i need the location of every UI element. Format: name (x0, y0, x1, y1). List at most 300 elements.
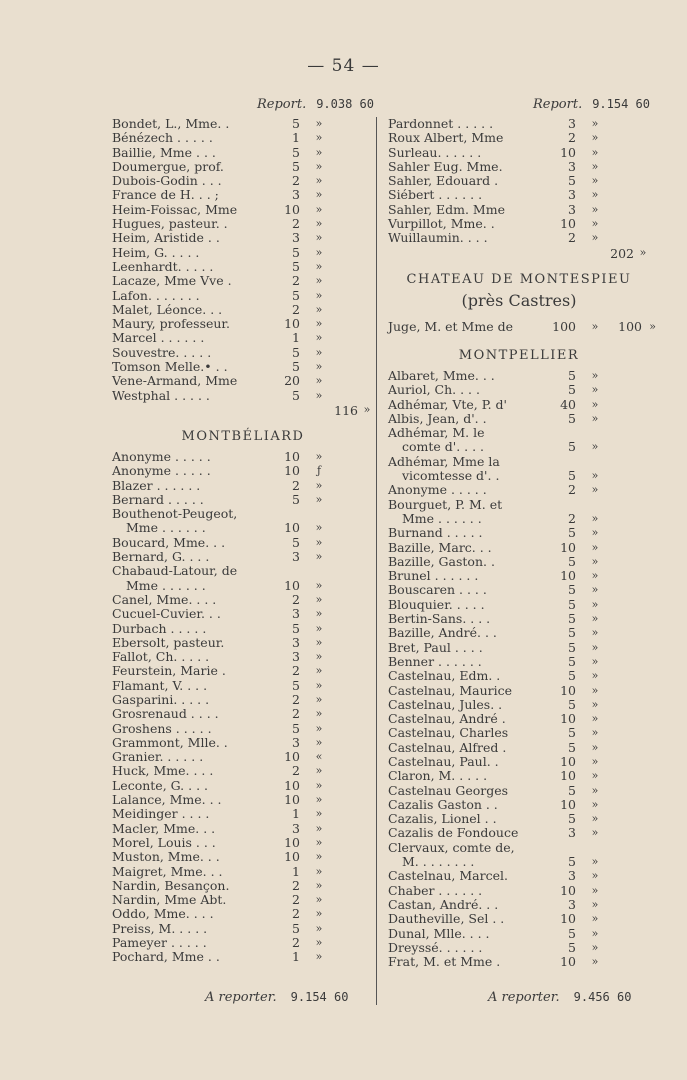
donor-amount: 10 (560, 711, 576, 727)
donor-amount: 2 (292, 691, 300, 707)
donor-name: Adhémar, Vte, P. d' (388, 396, 507, 412)
donor-amount: 5 (568, 725, 576, 741)
donor-mark: » (315, 950, 323, 964)
donor-amount: 5 (568, 525, 576, 541)
donor-name: Feurstein, Marie . (112, 663, 226, 679)
donor-name: Dubois-Godin . . . (112, 173, 222, 189)
donor-mark: » (591, 640, 599, 654)
donor-row (388, 698, 650, 712)
donor-amount: 5 (292, 491, 300, 507)
subtotal (112, 403, 374, 419)
donor-mark: » (315, 807, 323, 821)
donor-mark: » (315, 578, 323, 592)
donor-name: comte d'. . . . (402, 439, 485, 455)
donor-row (388, 941, 650, 955)
donor-amount: 5 (568, 782, 576, 798)
donor-name: Chaber . . . . . . (388, 882, 483, 898)
donor-amount: 5 (292, 144, 300, 160)
donor-amount: 2 (292, 173, 300, 189)
donor-row (112, 521, 374, 535)
donor-name: Castelnau, Maurice (388, 682, 513, 698)
donor-amount: 2 (568, 130, 576, 146)
donor-name: Claron, M. . . . . (388, 768, 488, 784)
donor-mark: » (591, 231, 599, 245)
donor-mark: » (591, 483, 599, 497)
donor-row (388, 826, 650, 840)
donor-amount: 5 (568, 696, 576, 712)
donor-mark: » (315, 621, 323, 635)
donor-amount: 5 (568, 653, 576, 669)
donor-mark: » (315, 678, 323, 692)
donor-name: Groshens . . . . . (112, 720, 212, 736)
donor-amount: 10 (284, 201, 300, 217)
donor-row (112, 650, 374, 664)
donor-name: Albis, Jean, d'. . (388, 410, 487, 426)
donor-row (112, 607, 374, 621)
donor-row (388, 812, 650, 826)
donor-row (388, 369, 650, 383)
donor-name: Hugues, pasteur. . (112, 216, 228, 232)
donor-row (388, 174, 650, 188)
donor-name: Castelnau, Charles (388, 725, 509, 741)
donor-row (112, 331, 374, 345)
donor-row (388, 626, 650, 640)
donor-row (388, 231, 650, 245)
donor-mark: » (591, 319, 599, 333)
section-title-montbeliard: MONTBÉLIARD (181, 428, 305, 444)
donor-mark: » (591, 926, 599, 940)
donor-name: Pardonnet . . . . . (388, 116, 494, 131)
donor-name: Juge, M. et Mme de (388, 318, 513, 334)
donor-name: Fallot, Ch. . . . . (112, 649, 210, 665)
donor-mark: » (591, 812, 599, 826)
donor-name: Flamant, V. . . . (112, 677, 208, 693)
donor-row (388, 669, 650, 683)
donor-row (112, 479, 374, 493)
donor-row (388, 569, 650, 583)
donor-mark: » (591, 368, 599, 382)
carry-line-left (205, 990, 348, 1005)
donor-name: Pochard, Mme . . (112, 949, 220, 965)
donor-amount: 2 (292, 663, 300, 679)
donor-mark: » (315, 664, 323, 678)
donor-row (112, 274, 374, 288)
donor-mark: » (315, 535, 323, 549)
donor-amount: 5 (568, 382, 576, 398)
donor-row-juge (388, 318, 656, 334)
donor-row (112, 493, 374, 507)
donor-name: Lafon. . . . . . . (112, 287, 200, 303)
donor-row (112, 117, 374, 131)
donor-name: Surleau. . . . . . (388, 144, 482, 160)
donor-mark: » (591, 955, 599, 969)
donor-amount: 2 (292, 591, 300, 607)
donor-amount: 3 (292, 230, 300, 246)
donor-mark: » (315, 821, 323, 835)
donor-amount: 10 (284, 520, 300, 536)
donor-mark: » (315, 217, 323, 231)
donor-row (112, 564, 374, 578)
donor-amount: 3 (292, 634, 300, 650)
donor-mark: » (591, 726, 599, 740)
donor-row (112, 160, 374, 174)
donor-list (388, 369, 650, 969)
donor-name: Leenhardt. . . . . (112, 258, 214, 274)
donor-mark: » (315, 131, 323, 145)
donor-mark: » (591, 654, 599, 668)
donor-mark: » (591, 783, 599, 797)
donor-row (112, 174, 374, 188)
donor-name: Granier. . . . . . (112, 749, 204, 765)
donor-mark: » (315, 907, 323, 921)
donor-amount: 5 (568, 410, 576, 426)
donor-mark: » (315, 202, 323, 216)
donor-mark: » (591, 855, 599, 869)
donor-row (112, 188, 374, 202)
donor-name: Bertin-Sans. . . . (388, 611, 491, 627)
donor-name: Baillie, Mme . . . (112, 144, 216, 160)
subtotal-mark: » (639, 245, 647, 259)
section-subtitle-castres: (près Castres) (461, 290, 577, 310)
donor-name: Clervaux, comte de, (388, 839, 515, 855)
donor-amount: 5 (292, 116, 300, 131)
donor-amount: 20 (284, 373, 300, 389)
donor-amount: 5 (568, 468, 576, 484)
donor-mark: » (591, 883, 599, 897)
donor-row (112, 260, 374, 274)
donor-row (112, 360, 374, 374)
donor-amount: 2 (292, 906, 300, 922)
donor-amount: 100 (552, 318, 576, 334)
donor-mark: » (315, 345, 323, 359)
donor-amount: 5 (292, 920, 300, 936)
donor-row (388, 612, 650, 626)
donor-amount: 5 (568, 854, 576, 870)
donor-row (388, 869, 650, 883)
donor-name: Cazalis de Fondouce (388, 825, 519, 841)
donor-name: Ebersolt, pasteur. (112, 634, 225, 650)
donor-name: Westphal . . . . . (112, 387, 210, 403)
donor-amount: 10 (284, 463, 300, 479)
donor-amount: 5 (292, 720, 300, 736)
donor-mark: » (315, 592, 323, 606)
donor-row (388, 955, 650, 969)
donor-name: Muston, Mme. . . (112, 849, 220, 865)
subtotal (388, 246, 650, 262)
donor-mark: » (591, 159, 599, 173)
donor-name: Frat, M. et Mme . (388, 954, 501, 970)
donor-name: France de H. . . ; (112, 187, 219, 203)
donor-mark: » (591, 383, 599, 397)
donor-amount: 10 (284, 777, 300, 793)
donor-name: Nardin, Mme Abt. (112, 892, 227, 908)
donor-mark: » (315, 188, 323, 202)
carry-label: A reporter. (488, 990, 560, 1005)
donor-mark: » (591, 826, 599, 840)
donor-mark: » (591, 217, 599, 231)
donor-name: Cucuel-Cuvier. . . (112, 606, 221, 622)
donor-amount: 5 (568, 625, 576, 641)
donor-row (112, 450, 374, 464)
donor-row (112, 750, 374, 764)
donor-amount: 5 (292, 677, 300, 693)
donor-name: Bazille, Marc. . . (388, 539, 492, 555)
donor-name: Anonyme . . . . . (112, 448, 211, 464)
donor-row (388, 469, 650, 483)
donor-name: Tomson Melle.• . . (112, 359, 228, 375)
donor-row (388, 146, 650, 160)
carry-value: 9.154 60 (290, 990, 349, 1004)
donor-name: Souvestre. . . . . (112, 344, 212, 360)
donor-amount: 3 (568, 868, 576, 884)
donor-row (112, 722, 374, 736)
column-divider (376, 117, 377, 1005)
donor-mark: » (315, 893, 323, 907)
donor-mark: » (315, 707, 323, 721)
section-title-montpellier: MONTPELLIER (458, 347, 580, 363)
donor-amount: 2 (292, 273, 300, 289)
donor-row (112, 579, 374, 593)
donor-amount: 5 (568, 939, 576, 955)
section-total: 100 (618, 318, 642, 334)
donor-amount: 2 (292, 216, 300, 232)
donor-name: Brunel . . . . . . (388, 568, 479, 584)
donor-row (112, 374, 374, 388)
donor-mark: » (315, 231, 323, 245)
donor-mark: » (591, 626, 599, 640)
donor-name: Mme . . . . . . (402, 510, 482, 526)
donor-amount: 3 (292, 549, 300, 565)
donor-row (388, 483, 650, 497)
donor-mark: » (315, 521, 323, 535)
donor-row (112, 146, 374, 160)
subtotal-mark: » (363, 402, 371, 416)
donor-name: Maigret, Mme. . . (112, 863, 223, 879)
donor-row (112, 865, 374, 879)
donor-row (388, 160, 650, 174)
donor-row (388, 784, 650, 798)
donor-amount: 10 (560, 882, 576, 898)
donor-row (112, 550, 374, 564)
donor-amount: 10 (560, 954, 576, 970)
donor-mark: » (591, 797, 599, 811)
carry-line-right (488, 990, 631, 1005)
donor-amount: 3 (292, 734, 300, 750)
donor-mark: » (315, 478, 323, 492)
donor-mark: » (315, 492, 323, 506)
donor-name: Anonyme . . . . . (388, 482, 487, 498)
donor-mark: » (591, 869, 599, 883)
section-title-montespieu: CHATEAU DE MONTESPIEU (406, 271, 632, 287)
donor-mark: » (315, 117, 323, 130)
donor-name: Roux Albert, Mme (388, 130, 504, 146)
donor-mark: » (315, 302, 323, 316)
donor-mark: » (591, 583, 599, 597)
donor-name: Dunal, Mlle. . . . (388, 925, 490, 941)
donor-name: Bouthenot-Peugeot, (112, 506, 238, 522)
carry-label: A reporter. (205, 990, 277, 1005)
donor-mark: » (315, 650, 323, 664)
donor-mark: » (591, 174, 599, 188)
section-total-mark: » (649, 319, 656, 333)
donor-amount: 5 (292, 620, 300, 636)
donor-name: Gasparini. . . . . (112, 691, 210, 707)
donor-mark: » (591, 669, 599, 683)
donor-name: Nardin, Besançon. (112, 877, 230, 893)
donor-mark: » (591, 697, 599, 711)
donor-row (388, 188, 650, 202)
donor-amount: 3 (568, 201, 576, 217)
report-value: 9.038 60 (316, 97, 374, 111)
donor-amount: 3 (568, 187, 576, 203)
donor-name: Castelnau, Alfred . (388, 739, 507, 755)
donor-row (112, 679, 374, 693)
donor-row (388, 526, 650, 540)
donor-row (112, 622, 374, 636)
donor-row (388, 684, 650, 698)
donor-amount: 5 (568, 553, 576, 569)
donor-name: Bazille, Gaston. . (388, 553, 495, 569)
donor-mark: » (315, 274, 323, 288)
donor-amount: 5 (568, 582, 576, 598)
report-line (112, 97, 374, 113)
donor-name: Malet, Léonce. . . (112, 301, 223, 317)
donor-name: Bazille, André. . . (388, 625, 497, 641)
donor-amount: 2 (292, 706, 300, 722)
donor-amount: 5 (568, 925, 576, 941)
donor-row (388, 641, 650, 655)
donor-mark: » (591, 754, 599, 768)
donor-name: Castelnau, Edm. . (388, 668, 501, 684)
donor-row (112, 736, 374, 750)
donor-mark: » (591, 540, 599, 554)
donor-name: Morel, Louis . . . (112, 834, 216, 850)
donor-name: Bret, Paul . . . . (388, 639, 483, 655)
donor-row (112, 203, 374, 217)
donor-row (112, 950, 374, 964)
donor-mark: » (315, 850, 323, 864)
donor-amount: 5 (292, 344, 300, 360)
donor-row (112, 289, 374, 303)
donor-row (112, 779, 374, 793)
donor-name: Maury, professeur. (112, 316, 231, 332)
donor-name: Meidinger . . . . (112, 806, 210, 822)
donor-name: Sahler Eug. Mme. (388, 158, 503, 174)
donor-amount: 10 (560, 568, 576, 584)
donor-row (388, 440, 650, 454)
donor-amount: 3 (292, 820, 300, 836)
report-value: 9.154 60 (592, 97, 650, 111)
donor-name: Oddo, Mme. . . . (112, 906, 214, 922)
donor-name: Sahler, Edouard . (388, 173, 499, 189)
donor-amount: 10 (560, 144, 576, 160)
donor-amount: 5 (292, 158, 300, 174)
report-label: Report. (533, 97, 583, 112)
donor-mark: » (591, 612, 599, 626)
donor-row (112, 303, 374, 317)
donor-amount: 3 (568, 116, 576, 131)
donor-mark: » (315, 259, 323, 273)
left-column (112, 97, 374, 965)
donor-row (388, 769, 650, 783)
subtotal-value: 116 (334, 402, 358, 418)
donor-mark: » (315, 550, 323, 564)
donor-name: Blouquier. . . . . (388, 596, 485, 612)
donor-mark: » (315, 864, 323, 878)
report-label: Report. (257, 97, 307, 112)
donor-row (388, 841, 650, 855)
donor-name: Castelnau, Marcel. (388, 868, 508, 884)
donor-amount: 3 (292, 606, 300, 622)
donor-amount: 3 (568, 896, 576, 912)
donor-name: Canel, Mme. . . . (112, 591, 217, 607)
donor-mark: » (591, 469, 599, 483)
donor-row (388, 712, 650, 726)
donor-row (388, 741, 650, 755)
donor-row (388, 755, 650, 769)
donor-name: Benner . . . . . . (388, 653, 482, 669)
donor-mark: » (315, 764, 323, 778)
donor-name: Heim-Foissac, Mme (112, 201, 238, 217)
donor-amount: 1 (292, 130, 300, 146)
donor-name: Castelnau, Jules. . (388, 696, 503, 712)
donor-mark: » (591, 912, 599, 926)
donor-row (388, 512, 650, 526)
donor-name: Siébert . . . . . . (388, 187, 483, 203)
donor-name: Boucard, Mme. . . (112, 534, 226, 550)
donor-mark: » (591, 511, 599, 525)
donor-amount: 2 (292, 763, 300, 779)
donor-mark: » (315, 607, 323, 621)
donor-name: Bernard . . . . . (112, 491, 204, 507)
donor-amount: 10 (284, 316, 300, 332)
subtotal-value: 202 (610, 245, 634, 261)
donor-mark: » (315, 921, 323, 935)
donor-name: Mme . . . . . . (126, 520, 206, 536)
donor-amount: 1 (292, 863, 300, 879)
donor-name: Huck, Mme. . . . (112, 763, 214, 779)
donor-amount: 10 (284, 849, 300, 865)
donor-amount: 10 (560, 768, 576, 784)
donor-amount: 10 (284, 448, 300, 464)
donor-amount: 5 (568, 367, 576, 383)
donor-name: Mme . . . . . . (126, 577, 206, 593)
donor-amount: 10 (560, 911, 576, 927)
donor-amount: 2 (292, 477, 300, 493)
donor-amount: 10 (560, 682, 576, 698)
donor-mark: » (591, 131, 599, 145)
donor-name: Castelnau, André . (388, 711, 506, 727)
donor-row (112, 389, 374, 403)
donor-row (388, 541, 650, 555)
donor-amount: 5 (292, 244, 300, 260)
donor-row (388, 383, 650, 397)
donor-mark: » (315, 245, 323, 259)
donor-row (388, 912, 650, 926)
donor-amount: 2 (292, 301, 300, 317)
donor-row (388, 398, 650, 412)
donor-name: Doumergue, prof. (112, 158, 224, 174)
donor-row (388, 555, 650, 569)
donor-amount: 5 (568, 173, 576, 189)
donor-mark: » (591, 440, 599, 454)
donor-row (388, 455, 650, 469)
donor-name: Burnand . . . . . (388, 525, 483, 541)
donor-amount: 10 (560, 796, 576, 812)
donor-mark: » (315, 735, 323, 749)
donor-mark: » (315, 878, 323, 892)
donor-row (112, 693, 374, 707)
